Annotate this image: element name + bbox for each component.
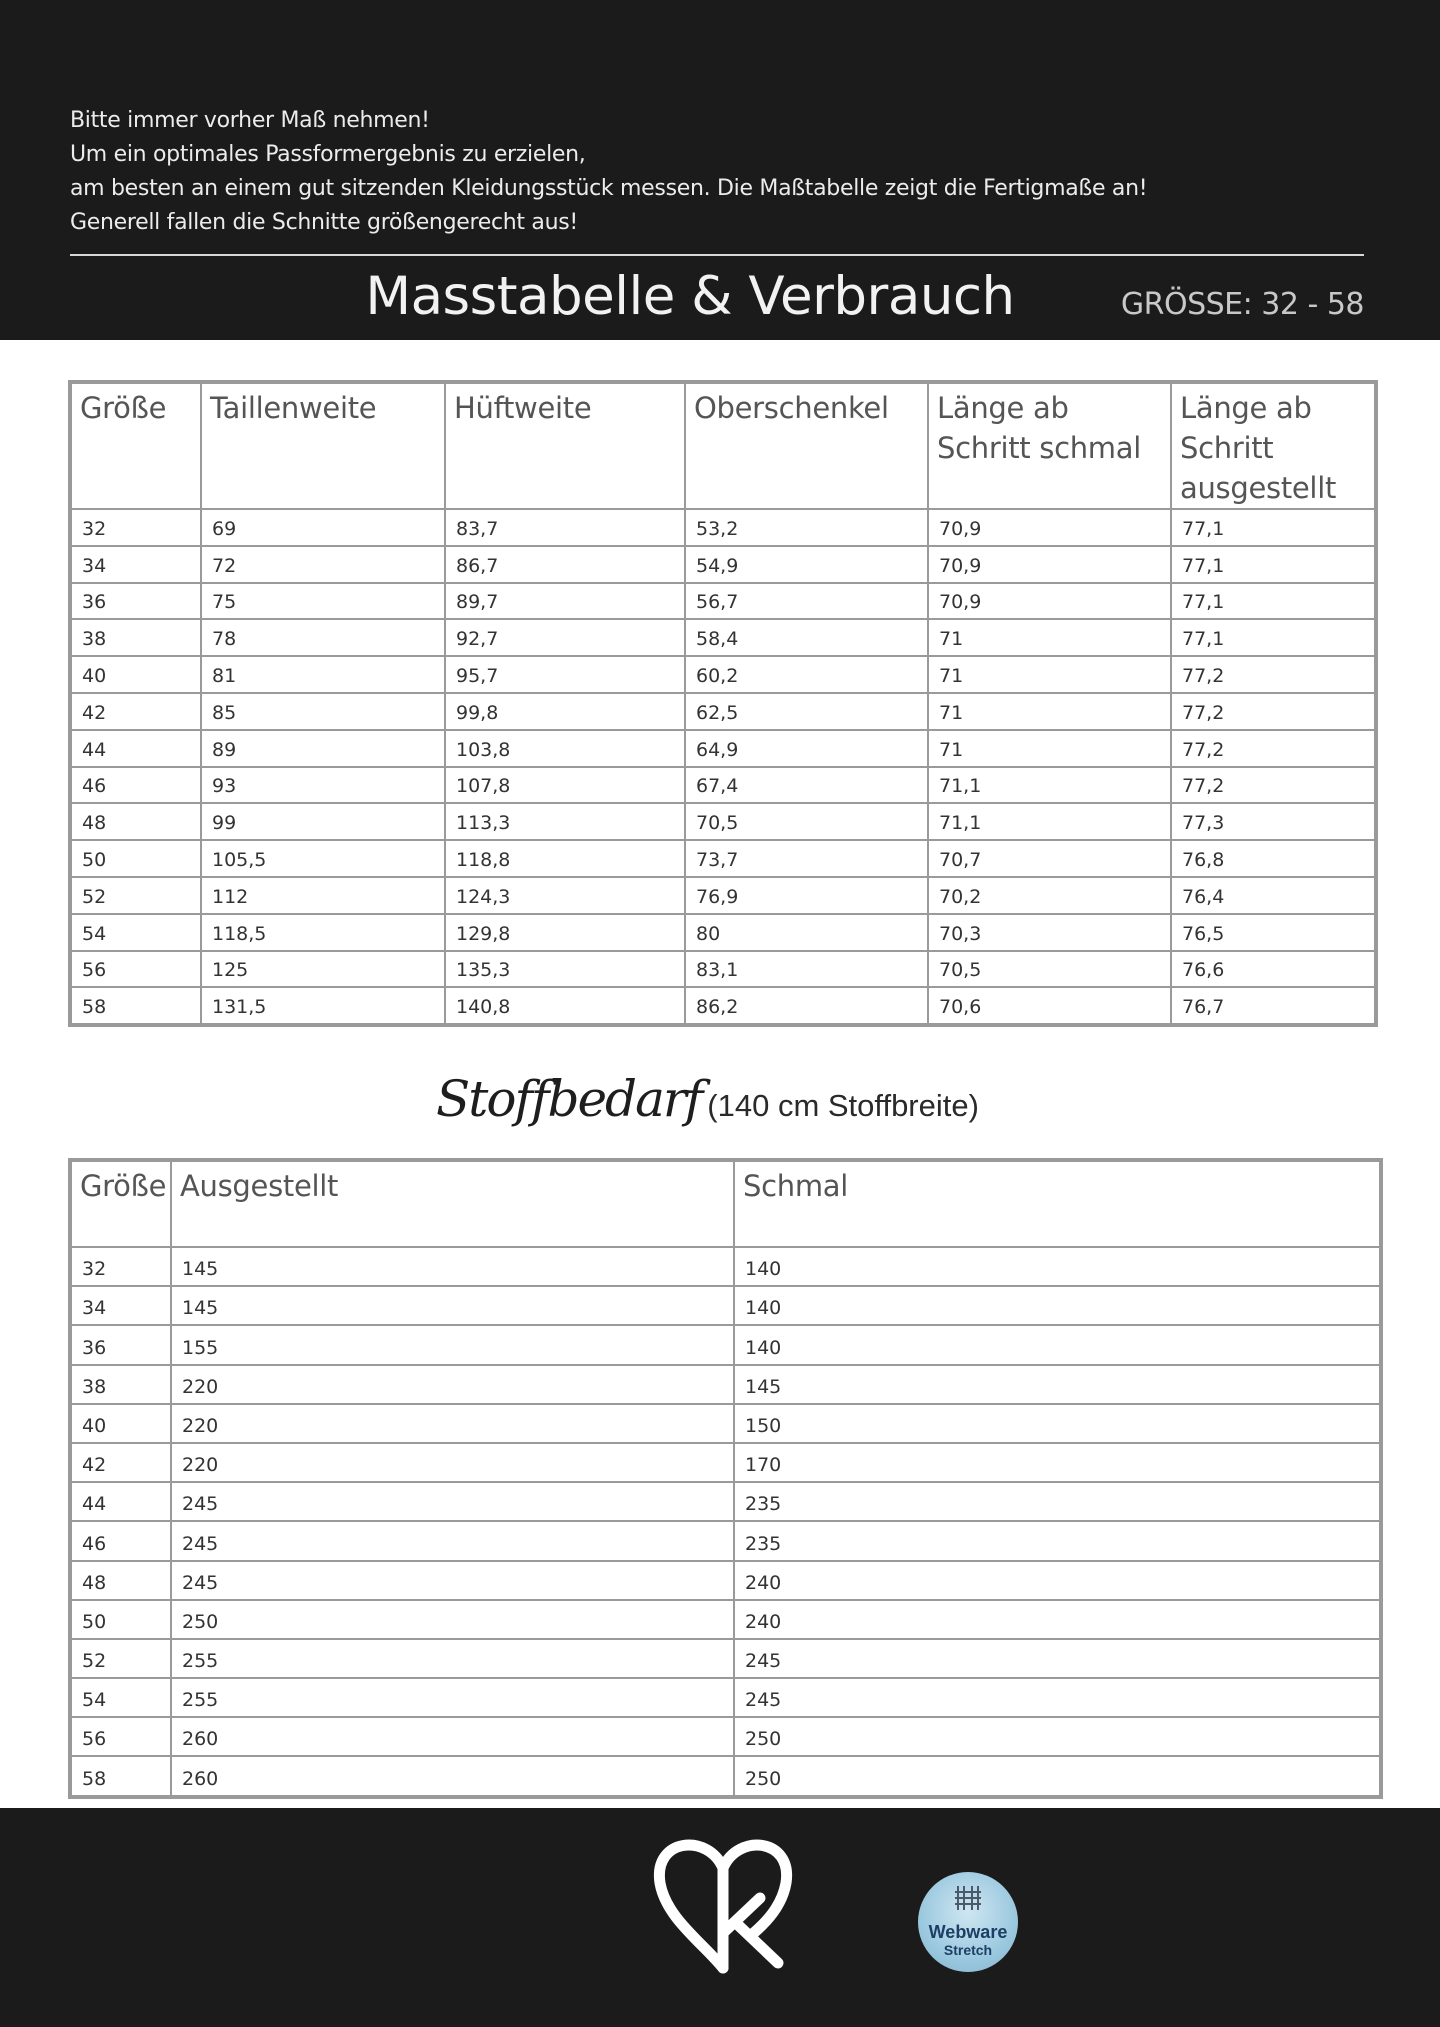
table-cell: 140 xyxy=(734,1286,1380,1325)
table-cell: 70,6 xyxy=(928,987,1171,1024)
table-cell: 131,5 xyxy=(201,987,445,1024)
fabric-weave-icon xyxy=(952,1882,984,1914)
table-cell: 140,8 xyxy=(445,987,685,1024)
heart-k-logo-icon xyxy=(648,1828,798,1978)
table-row xyxy=(71,583,1375,620)
table-cell: 77,2 xyxy=(1171,656,1375,693)
table-cell: 85 xyxy=(201,693,445,730)
table-cell: 77,1 xyxy=(1171,546,1375,583)
table-cell: 240 xyxy=(734,1600,1380,1639)
table-cell: 103,8 xyxy=(445,730,685,767)
table-cell: 255 xyxy=(171,1639,734,1678)
table-cell: 50 xyxy=(71,840,201,877)
table-row xyxy=(71,1561,1380,1600)
table-cell: 250 xyxy=(734,1756,1380,1795)
intro-text xyxy=(70,104,1370,240)
table-cell: 56,7 xyxy=(685,583,928,620)
table-cell: 71,1 xyxy=(928,803,1171,840)
table-cell: 54 xyxy=(71,914,201,951)
table-row xyxy=(71,877,1375,914)
table-cell: 70,5 xyxy=(928,951,1171,988)
table-cell: 250 xyxy=(734,1717,1380,1756)
table-cell: 32 xyxy=(71,1247,171,1286)
table-cell: 56 xyxy=(71,951,201,988)
table-cell: 38 xyxy=(71,1365,171,1404)
table-cell: 77,3 xyxy=(1171,803,1375,840)
table-cell: 140 xyxy=(734,1325,1380,1364)
table-cell: 32 xyxy=(71,509,201,546)
size-range-label: GRÖSSE: 32 - 58 xyxy=(1120,287,1364,322)
column-header: Größe xyxy=(71,1161,171,1247)
table-cell: 155 xyxy=(171,1325,734,1364)
table-cell: 70,3 xyxy=(928,914,1171,951)
table-row xyxy=(71,1286,1380,1325)
intro-line: am besten an einem gut sitzenden Kleidungsstück messen. Die Maßtabelle zeigt die Fertigmaße an! xyxy=(70,176,1148,201)
table-cell: 58 xyxy=(71,1756,171,1795)
table-cell: 40 xyxy=(71,1404,171,1443)
table-cell: 58 xyxy=(71,987,201,1024)
table-cell: 52 xyxy=(71,1639,171,1678)
table-cell: 71,1 xyxy=(928,767,1171,804)
table-cell: 42 xyxy=(71,1443,171,1482)
table-cell: 86,7 xyxy=(445,546,685,583)
table-cell: 70,5 xyxy=(685,803,928,840)
table-cell: 250 xyxy=(171,1600,734,1639)
table-row xyxy=(71,803,1375,840)
table-cell: 76,5 xyxy=(1171,914,1375,951)
table-row xyxy=(71,619,1375,656)
table-cell: 70,9 xyxy=(928,509,1171,546)
table-cell: 81 xyxy=(201,656,445,693)
table-row xyxy=(71,730,1375,767)
table-cell: 135,3 xyxy=(445,951,685,988)
intro-line: Generell fallen die Schnitte größengerecht aus! xyxy=(70,210,578,235)
table-row xyxy=(71,1404,1380,1443)
table-cell: 48 xyxy=(71,1561,171,1600)
table-row xyxy=(71,914,1375,951)
table-cell: 77,1 xyxy=(1171,619,1375,656)
table-cell: 220 xyxy=(171,1443,734,1482)
table-row xyxy=(71,693,1375,730)
column-header: Länge ab Schritt ausgestellt xyxy=(1171,383,1375,509)
table-cell: 70,7 xyxy=(928,840,1171,877)
table-row xyxy=(71,1756,1380,1795)
measurement-table xyxy=(70,382,1376,1025)
table-cell: 260 xyxy=(171,1756,734,1795)
table-cell: 220 xyxy=(171,1404,734,1443)
table-cell: 92,7 xyxy=(445,619,685,656)
table-cell: 118,5 xyxy=(201,914,445,951)
table-cell: 53,2 xyxy=(685,509,928,546)
table-cell: 77,2 xyxy=(1171,767,1375,804)
table-cell: 70,2 xyxy=(928,877,1171,914)
column-header: Ausgestellt xyxy=(171,1161,734,1247)
table-cell: 64,9 xyxy=(685,730,928,767)
table-cell: 34 xyxy=(71,546,201,583)
table-cell: 86,2 xyxy=(685,987,928,1024)
table-row xyxy=(71,546,1375,583)
table-cell: 73,7 xyxy=(685,840,928,877)
table-cell: 89 xyxy=(201,730,445,767)
table-cell: 78 xyxy=(201,619,445,656)
table-row xyxy=(71,951,1375,988)
table-cell: 36 xyxy=(71,1325,171,1364)
table-cell: 83,1 xyxy=(685,951,928,988)
badge-sublabel: Stretch xyxy=(943,1942,993,1958)
table-row xyxy=(71,1600,1380,1639)
table-cell: 112 xyxy=(201,877,445,914)
table-cell: 76,7 xyxy=(1171,987,1375,1024)
table-cell: 77,1 xyxy=(1171,509,1375,546)
table-cell: 150 xyxy=(734,1404,1380,1443)
column-header: Hüftweite xyxy=(445,383,685,509)
table-row xyxy=(71,987,1375,1024)
table-cell: 54 xyxy=(71,1678,171,1717)
table-row xyxy=(71,1521,1380,1560)
table-cell: 83,7 xyxy=(445,509,685,546)
table-cell: 75 xyxy=(201,583,445,620)
intro-line: Bitte immer vorher Maß nehmen! xyxy=(70,108,430,133)
table-cell: 170 xyxy=(734,1443,1380,1482)
column-header: Länge ab Schritt schmal xyxy=(928,383,1171,509)
column-header: Taillenweite xyxy=(201,383,445,509)
badge-label: Webware xyxy=(928,1922,1008,1942)
table-cell: 72 xyxy=(201,546,445,583)
table-cell: 76,4 xyxy=(1171,877,1375,914)
table-cell: 44 xyxy=(71,730,201,767)
table-cell: 124,3 xyxy=(445,877,685,914)
table-cell: 62,5 xyxy=(685,693,928,730)
table-cell: 245 xyxy=(171,1561,734,1600)
table-cell: 105,5 xyxy=(201,840,445,877)
table-cell: 129,8 xyxy=(445,914,685,951)
table-cell: 54,9 xyxy=(685,546,928,583)
table-cell: 235 xyxy=(734,1521,1380,1560)
table-cell: 60,2 xyxy=(685,656,928,693)
table-cell: 50 xyxy=(71,1600,171,1639)
table-cell: 46 xyxy=(71,767,201,804)
fabric-type-badge xyxy=(918,1872,1018,1972)
table-cell: 145 xyxy=(171,1247,734,1286)
table-cell: 140 xyxy=(734,1247,1380,1286)
table-cell: 240 xyxy=(734,1561,1380,1600)
column-header: Schmal xyxy=(734,1161,1380,1247)
table-row xyxy=(71,509,1375,546)
table-cell: 48 xyxy=(71,803,201,840)
fabric-title-script: Stoffbedarf xyxy=(436,1070,702,1128)
table-cell: 245 xyxy=(734,1639,1380,1678)
header-divider xyxy=(70,254,1364,256)
table-row xyxy=(71,767,1375,804)
table-cell: 77,2 xyxy=(1171,693,1375,730)
table-cell: 71 xyxy=(928,730,1171,767)
table-cell: 118,8 xyxy=(445,840,685,877)
table-cell: 36 xyxy=(71,583,201,620)
table-cell: 89,7 xyxy=(445,583,685,620)
table-cell: 70,9 xyxy=(928,546,1171,583)
table-cell: 44 xyxy=(71,1482,171,1521)
table-cell: 220 xyxy=(171,1365,734,1404)
table-cell: 71 xyxy=(928,619,1171,656)
table-cell: 95,7 xyxy=(445,656,685,693)
table-cell: 255 xyxy=(171,1678,734,1717)
table-cell: 125 xyxy=(201,951,445,988)
table-row xyxy=(71,1678,1380,1717)
table-cell: 145 xyxy=(171,1286,734,1325)
table-header-row xyxy=(71,383,1375,509)
table-cell: 245 xyxy=(171,1482,734,1521)
table-cell: 113,3 xyxy=(445,803,685,840)
table-cell: 56 xyxy=(71,1717,171,1756)
table-cell: 76,6 xyxy=(1171,951,1375,988)
table-cell: 77,1 xyxy=(1171,583,1375,620)
table-row xyxy=(71,1365,1380,1404)
column-header: Oberschenkel xyxy=(685,383,928,509)
table-cell: 260 xyxy=(171,1717,734,1756)
table-cell: 70,9 xyxy=(928,583,1171,620)
table-row xyxy=(71,1717,1380,1756)
table-cell: 99,8 xyxy=(445,693,685,730)
table-cell: 235 xyxy=(734,1482,1380,1521)
fabric-table xyxy=(70,1160,1381,1797)
column-header: Größe xyxy=(71,383,201,509)
table-cell: 77,2 xyxy=(1171,730,1375,767)
table-row xyxy=(71,656,1375,693)
table-cell: 34 xyxy=(71,1286,171,1325)
table-cell: 71 xyxy=(928,656,1171,693)
table-cell: 76,8 xyxy=(1171,840,1375,877)
table-cell: 99 xyxy=(201,803,445,840)
table-row xyxy=(71,1443,1380,1482)
table-cell: 69 xyxy=(201,509,445,546)
table-row xyxy=(71,840,1375,877)
table-cell: 58,4 xyxy=(685,619,928,656)
header-band xyxy=(0,0,1440,340)
table-row xyxy=(71,1482,1380,1521)
table-cell: 107,8 xyxy=(445,767,685,804)
intro-line: Um ein optimales Passformergebnis zu erzielen, xyxy=(70,142,586,167)
fabric-title-sub: (140 cm Stoffbreite) xyxy=(707,1088,979,1123)
table-cell: 71 xyxy=(928,693,1171,730)
page-title: Masstabelle & Verbrauch xyxy=(365,266,1015,327)
table-cell: 67,4 xyxy=(685,767,928,804)
table-cell: 38 xyxy=(71,619,201,656)
table-row xyxy=(71,1247,1380,1286)
table-cell: 245 xyxy=(734,1678,1380,1717)
table-cell: 52 xyxy=(71,877,201,914)
table-cell: 93 xyxy=(201,767,445,804)
fabric-section-title xyxy=(436,1070,979,1150)
table-cell: 76,9 xyxy=(685,877,928,914)
table-header-row xyxy=(71,1161,1380,1247)
table-row xyxy=(71,1325,1380,1364)
table-cell: 80 xyxy=(685,914,928,951)
table-cell: 40 xyxy=(71,656,201,693)
table-cell: 145 xyxy=(734,1365,1380,1404)
table-cell: 42 xyxy=(71,693,201,730)
table-cell: 245 xyxy=(171,1521,734,1560)
table-row xyxy=(71,1639,1380,1678)
table-cell: 46 xyxy=(71,1521,171,1560)
